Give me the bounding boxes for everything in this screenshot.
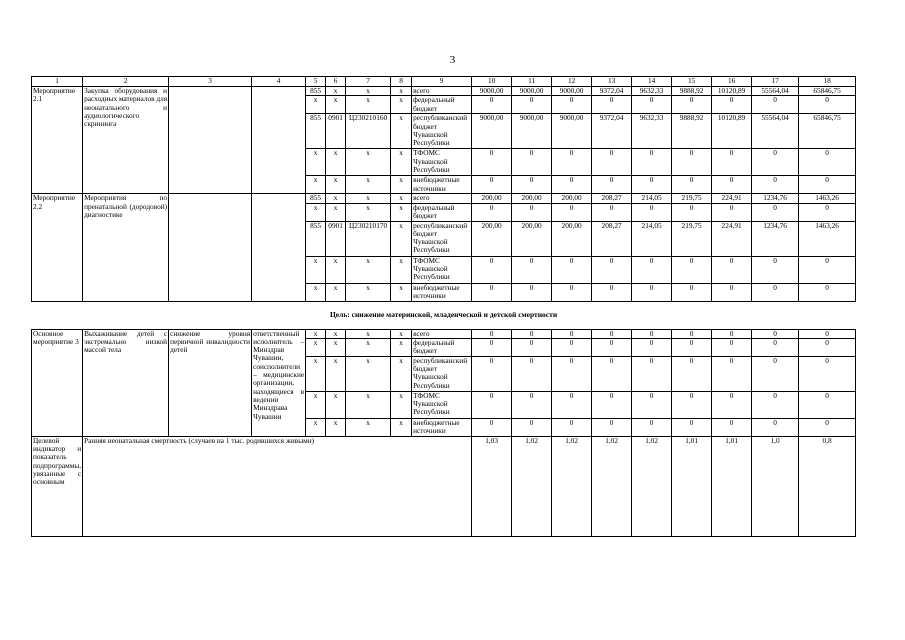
table-body (32, 77, 856, 537)
indicator-value: 1,02 (552, 436, 592, 536)
value-cell: 0 (799, 256, 856, 283)
indicator-value: 1,01 (672, 436, 712, 536)
expense-type-code: x (391, 96, 412, 114)
value-cell: 0 (472, 96, 512, 114)
admin-code: x (306, 356, 326, 391)
target-article-code: x (346, 194, 391, 203)
measure-title: Мероприятия по пренатальной (дородовой) диагностике (83, 194, 169, 301)
table-row (32, 87, 856, 96)
value-cell: 0 (512, 329, 552, 338)
value-cell: 0 (552, 338, 592, 356)
value-cell: 55564,04 (752, 114, 799, 149)
admin-code: 855 (306, 194, 326, 203)
value-cell: 0 (592, 203, 632, 221)
admin-code: x (306, 418, 326, 436)
value-cell: 0 (632, 391, 672, 418)
value-cell: 0 (712, 96, 752, 114)
value-cell: 0 (592, 356, 632, 391)
value-cell: 0 (799, 283, 856, 301)
expense-type-code: x (391, 176, 412, 194)
expense-type-code: x (391, 256, 412, 283)
value-cell: 219,75 (672, 194, 712, 203)
value-cell: 0 (592, 283, 632, 301)
value-cell: 0 (799, 149, 856, 176)
value-cell: 0 (552, 329, 592, 338)
value-cell: 0 (712, 149, 752, 176)
value-cell: 0 (799, 329, 856, 338)
value-cell: 0 (512, 203, 552, 221)
funding-source: федеральный бюджет (412, 203, 472, 221)
value-cell: 1463,26 (799, 194, 856, 203)
section-code: x (326, 149, 346, 176)
value-cell: 55564,04 (752, 87, 799, 96)
admin-code: x (306, 176, 326, 194)
column-number: 18 (799, 77, 856, 87)
value-cell: 0 (552, 256, 592, 283)
value-cell: 0 (799, 338, 856, 356)
value-cell: 0 (552, 391, 592, 418)
expense-type-code: x (391, 221, 412, 256)
target-article-code: x (346, 87, 391, 96)
value-cell: 224,91 (712, 194, 752, 203)
funding-source: внебюджетные источники (412, 283, 472, 301)
indicator-value: 1,02 (592, 436, 632, 536)
section-code: x (326, 356, 346, 391)
expense-type-code: x (391, 194, 412, 203)
expense-type-code: x (391, 338, 412, 356)
target-article-code: x (346, 96, 391, 114)
value-cell: 0 (512, 149, 552, 176)
value-cell: 0 (672, 356, 712, 391)
value-cell: 0 (512, 418, 552, 436)
measure-responsible (252, 87, 306, 194)
value-cell: 0 (552, 203, 592, 221)
funding-source: внебюджетные источники (412, 176, 472, 194)
value-cell: 0 (799, 356, 856, 391)
value-cell: 1463,26 (799, 221, 856, 256)
value-cell: 0 (752, 203, 799, 221)
value-cell: 0 (552, 176, 592, 194)
value-cell: 224,91 (712, 221, 752, 256)
funding-source: ТФОМС Чувашской Республики (412, 391, 472, 418)
indicator-value: 1,03 (472, 436, 512, 536)
section-code: x (326, 256, 346, 283)
measure-label: Основное мероприятие 3 (32, 329, 83, 436)
header-row (32, 77, 856, 87)
admin-code: x (306, 149, 326, 176)
value-cell: 9632,33 (632, 87, 672, 96)
value-cell: 9000,00 (512, 87, 552, 96)
column-number: 1 (32, 77, 83, 87)
value-cell: 0 (592, 176, 632, 194)
expense-type-code: x (391, 149, 412, 176)
value-cell: 65846,75 (799, 114, 856, 149)
value-cell: 0 (472, 283, 512, 301)
value-cell: 200,00 (512, 194, 552, 203)
funding-source: всего (412, 194, 472, 203)
value-cell: 0 (512, 283, 552, 301)
target-article-code: x (346, 176, 391, 194)
value-cell: 0 (672, 329, 712, 338)
admin-code: x (306, 96, 326, 114)
target-article-code: x (346, 338, 391, 356)
section-code: 0901 (326, 114, 346, 149)
admin-code: 855 (306, 87, 326, 96)
measure-title: Закупка оборудования и расходных материалов для неонатального и аудиологического скрининга (83, 87, 169, 194)
section-code: x (326, 96, 346, 114)
measure-label: Мероприятие 2.1 (32, 87, 83, 194)
value-cell: 0 (592, 329, 632, 338)
measure-label: Мероприятие 2.2 (32, 194, 83, 301)
value-cell: 0 (752, 96, 799, 114)
target-article-code: Ц230210160 (346, 114, 391, 149)
value-cell: 65846,75 (799, 87, 856, 96)
value-cell: 0 (632, 283, 672, 301)
expense-type-code: x (391, 203, 412, 221)
expense-type-code: x (391, 114, 412, 149)
measure-responsible (252, 194, 306, 301)
expense-type-code: x (391, 87, 412, 96)
value-cell: 0 (552, 418, 592, 436)
value-cell: 0 (752, 338, 799, 356)
value-cell: 9000,00 (512, 114, 552, 149)
value-cell: 0 (799, 203, 856, 221)
admin-code: x (306, 256, 326, 283)
indicator-label: Целевой индикатор и показатель подпрограммы, увязанные с основным (32, 436, 83, 536)
value-cell: 10120,89 (712, 114, 752, 149)
admin-code: x (306, 391, 326, 418)
value-cell: 0 (472, 203, 512, 221)
value-cell: 0 (472, 338, 512, 356)
value-cell: 0 (632, 356, 672, 391)
funding-source: федеральный бюджет (412, 338, 472, 356)
indicator-value: 1,01 (712, 436, 752, 536)
value-cell: 0 (592, 256, 632, 283)
value-cell: 9372,04 (592, 114, 632, 149)
value-cell: 0 (672, 256, 712, 283)
value-cell: 1234,76 (752, 194, 799, 203)
column-number: 8 (391, 77, 412, 87)
value-cell: 9888,92 (672, 114, 712, 149)
value-cell: 0 (799, 96, 856, 114)
column-number: 6 (326, 77, 346, 87)
column-number: 2 (83, 77, 169, 87)
funding-source: республиканский бюджет Чувашской Республики (412, 221, 472, 256)
value-cell: 0 (712, 329, 752, 338)
column-number: 17 (752, 77, 799, 87)
admin-code: x (306, 329, 326, 338)
value-cell: 0 (472, 329, 512, 338)
column-number: 15 (672, 77, 712, 87)
column-number: 13 (592, 77, 632, 87)
value-cell: 0 (632, 149, 672, 176)
target-article-code: Ц230210170 (346, 221, 391, 256)
value-cell: 0 (472, 356, 512, 391)
value-cell: 0 (592, 96, 632, 114)
target-article-code: x (346, 149, 391, 176)
column-number: 5 (306, 77, 326, 87)
column-number: 10 (472, 77, 512, 87)
target-article-code: x (346, 391, 391, 418)
value-cell: 0 (512, 96, 552, 114)
column-number: 4 (252, 77, 306, 87)
value-cell: 0 (632, 329, 672, 338)
target-article-code: x (346, 256, 391, 283)
value-cell: 0 (592, 391, 632, 418)
section-code: x (326, 194, 346, 203)
budget-table (31, 76, 856, 537)
value-cell: 219,75 (672, 221, 712, 256)
value-cell: 9888,92 (672, 87, 712, 96)
target-article-code: x (346, 329, 391, 338)
value-cell: 9632,33 (632, 114, 672, 149)
admin-code: 855 (306, 114, 326, 149)
value-cell: 0 (712, 203, 752, 221)
value-cell: 200,00 (552, 194, 592, 203)
value-cell: 9372,04 (592, 87, 632, 96)
funding-source: республиканский бюджет Чувашской Республики (412, 114, 472, 149)
section-code: x (326, 203, 346, 221)
value-cell: 0 (672, 176, 712, 194)
value-cell: 0 (712, 391, 752, 418)
value-cell: 0 (712, 418, 752, 436)
admin-code: x (306, 283, 326, 301)
value-cell: 0 (512, 356, 552, 391)
value-cell: 0 (592, 418, 632, 436)
admin-code: x (306, 338, 326, 356)
expense-type-code: x (391, 283, 412, 301)
value-cell: 0 (799, 391, 856, 418)
value-cell: 0 (752, 356, 799, 391)
column-number: 7 (346, 77, 391, 87)
column-number: 16 (712, 77, 752, 87)
column-number: 11 (512, 77, 552, 87)
value-cell: 0 (512, 338, 552, 356)
value-cell: 0 (672, 283, 712, 301)
value-cell: 0 (592, 149, 632, 176)
expense-type-code: x (391, 418, 412, 436)
value-cell: 9000,00 (552, 114, 592, 149)
section-code: x (326, 338, 346, 356)
value-cell: 0 (552, 283, 592, 301)
funding-source: всего (412, 329, 472, 338)
value-cell: 0 (512, 256, 552, 283)
table-row (32, 329, 856, 338)
admin-code: 855 (306, 221, 326, 256)
value-cell: 0 (752, 329, 799, 338)
expense-type-code: x (391, 391, 412, 418)
value-cell: 0 (712, 338, 752, 356)
value-cell: 0 (672, 391, 712, 418)
value-cell: 0 (592, 338, 632, 356)
value-cell: 1234,76 (752, 221, 799, 256)
column-number: 12 (552, 77, 592, 87)
budget-table-container (31, 76, 856, 537)
value-cell: 0 (752, 418, 799, 436)
value-cell: 0 (552, 356, 592, 391)
value-cell: 10120,89 (712, 87, 752, 96)
value-cell: 0 (752, 176, 799, 194)
funding-source: республиканский бюджет Чувашской Республики (412, 356, 472, 391)
value-cell: 0 (752, 283, 799, 301)
value-cell: 0 (672, 96, 712, 114)
value-cell: 0 (512, 176, 552, 194)
measure-target: снижение уровня первичной инвалидности детей (169, 329, 252, 436)
table-row (32, 194, 856, 203)
funding-source: всего (412, 87, 472, 96)
target-article-code: x (346, 203, 391, 221)
section-code: x (326, 418, 346, 436)
value-cell: 200,00 (472, 194, 512, 203)
measure-target (169, 194, 252, 301)
value-cell: 0 (712, 283, 752, 301)
value-cell: 0 (632, 203, 672, 221)
value-cell: 0 (712, 176, 752, 194)
value-cell: 0 (752, 391, 799, 418)
value-cell: 0 (632, 418, 672, 436)
value-cell: 200,00 (552, 221, 592, 256)
goal-heading: Цель: снижение материнской, младенческой и детской смертности (32, 301, 856, 329)
value-cell: 0 (472, 418, 512, 436)
target-article-code: x (346, 356, 391, 391)
value-cell: 0 (552, 149, 592, 176)
value-cell: 0 (672, 338, 712, 356)
value-cell: 9000,00 (472, 87, 512, 96)
indicator-value: 1,02 (632, 436, 672, 536)
funding-source: ТФОМС Чувашской Республики (412, 149, 472, 176)
value-cell: 0 (672, 418, 712, 436)
target-article-code: x (346, 418, 391, 436)
section-code: x (326, 391, 346, 418)
measure-target (169, 87, 252, 194)
value-cell: 208,27 (592, 221, 632, 256)
value-cell: 9000,00 (472, 114, 512, 149)
indicator-value: 0,8 (799, 436, 856, 536)
indicator-value: 1,0 (752, 436, 799, 536)
value-cell: 0 (632, 256, 672, 283)
value-cell: 0 (752, 256, 799, 283)
column-number: 14 (632, 77, 672, 87)
value-cell: 9000,00 (552, 87, 592, 96)
admin-code: x (306, 203, 326, 221)
value-cell: 0 (799, 176, 856, 194)
section-code: x (326, 176, 346, 194)
funding-source: федеральный бюджет (412, 96, 472, 114)
value-cell: 200,00 (512, 221, 552, 256)
value-cell: 0 (672, 149, 712, 176)
target-article-code: x (346, 283, 391, 301)
expense-type-code: x (391, 356, 412, 391)
column-number: 9 (412, 77, 472, 87)
column-number: 3 (169, 77, 252, 87)
measure-responsible: ответственный исполнитель – Минздрав Чувашии, соисполнители – медицинские организации, находящиеся в ведении Минздрава Чувашии (252, 329, 306, 436)
value-cell: 0 (512, 391, 552, 418)
measure-title: Выхаживание детей с экстремально низкой массой тела (83, 329, 169, 436)
section-code: x (326, 329, 346, 338)
funding-source: ТФОМС Чувашской Республики (412, 256, 472, 283)
value-cell: 0 (472, 149, 512, 176)
value-cell: 0 (632, 96, 672, 114)
value-cell: 0 (472, 391, 512, 418)
value-cell: 0 (552, 96, 592, 114)
value-cell: 0 (799, 418, 856, 436)
value-cell: 0 (712, 356, 752, 391)
value-cell: 0 (472, 256, 512, 283)
value-cell: 214,05 (632, 194, 672, 203)
section-code: 0901 (326, 221, 346, 256)
section-code: x (326, 283, 346, 301)
value-cell: 0 (632, 176, 672, 194)
value-cell: 208,27 (592, 194, 632, 203)
expense-type-code: x (391, 329, 412, 338)
indicator-value: 1,02 (512, 436, 552, 536)
value-cell: 0 (752, 149, 799, 176)
indicator-row (32, 436, 856, 536)
value-cell: 0 (672, 203, 712, 221)
value-cell: 0 (632, 338, 672, 356)
value-cell: 0 (472, 176, 512, 194)
page-number: 3 (449, 54, 456, 66)
goal-row (32, 301, 856, 329)
value-cell: 214,05 (632, 221, 672, 256)
indicator-text: Ранняя неонатальная смертность (случаев на 1 тыс. родившихся живыми) (83, 436, 472, 536)
section-code: x (326, 87, 346, 96)
value-cell: 200,00 (472, 221, 512, 256)
value-cell: 0 (712, 256, 752, 283)
funding-source: внебюджетные источники (412, 418, 472, 436)
